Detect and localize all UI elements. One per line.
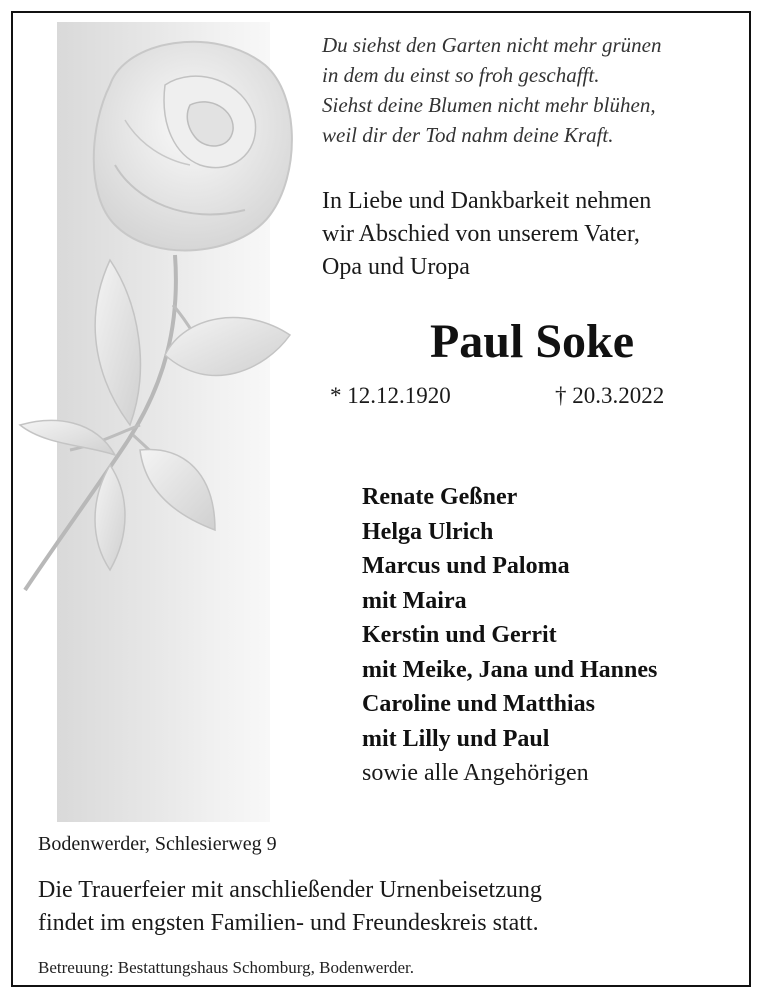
birth-date: * 12.12.1920	[330, 383, 451, 408]
service-line: Die Trauerfeier mit anschließender Urnenbeisetzung	[38, 877, 542, 903]
mourner-name: Helga Ulrich	[362, 518, 494, 545]
service-line: findet im engsten Familien- und Freundeskreis statt.	[38, 910, 539, 936]
other-relatives: sowie alle Angehörigen	[362, 760, 589, 786]
mourner-name: Renate Geßner	[362, 484, 518, 510]
mourner-name: mit Meike, Jana und Hannes	[362, 656, 658, 683]
deceased-name: Paul Soke	[429, 315, 635, 368]
funeral-home-note: Betreuung: Bestattungshaus Schomburg, Bodenwerder.	[38, 958, 414, 977]
death-date: † 20.3.2022	[555, 383, 665, 408]
poem-line: Siehst deine Blumen nicht mehr blühen,	[322, 93, 656, 117]
mourner-name: Kerstin und Gerrit	[362, 622, 557, 648]
rose-icon	[15, 25, 305, 615]
service-notice	[38, 874, 738, 940]
intro-line: In Liebe und Dankbarkeit nehmen	[322, 188, 652, 214]
poem-line: Du siehst den Garten nicht mehr grünen	[322, 33, 662, 57]
mourner-name: mit Lilly und Paul	[362, 725, 550, 752]
mourners-list	[362, 480, 752, 791]
mourner-name: Caroline und Matthias	[362, 691, 595, 717]
intro-line: wir Abschied von unserem Vater,	[322, 221, 640, 247]
mourner-name: Marcus und Paloma	[362, 553, 570, 579]
intro-line: Opa und Uropa	[322, 254, 470, 280]
mourner-name: mit Maira	[362, 587, 467, 614]
intro-text	[322, 185, 742, 284]
poem-line: in dem du einst so froh geschafft.	[322, 63, 600, 87]
poem-line: weil dir der Tod nahm deine Kraft.	[322, 123, 614, 147]
poem	[322, 30, 742, 150]
address: Bodenwerder, Schlesierweg 9	[38, 833, 277, 855]
